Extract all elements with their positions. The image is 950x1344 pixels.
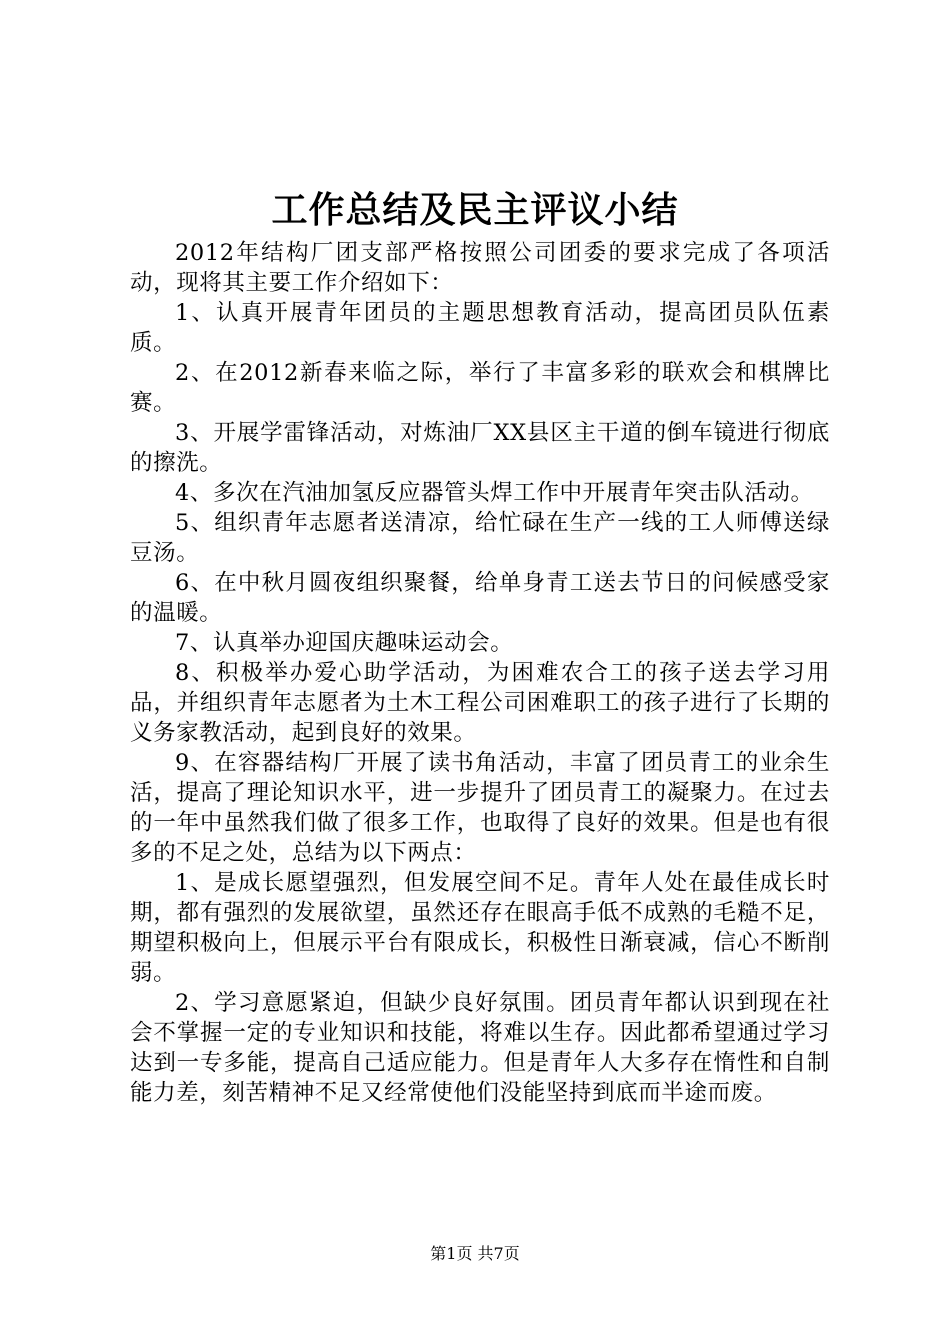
paragraph-item-1: 1、认真开展青年团员的主题思想教育活动，提高团员队伍素质。 <box>130 300 830 356</box>
paragraph-item-4: 4、多次在汽油加氢反应器管头焊工作中开展青年突击队活动。 <box>175 480 814 506</box>
document-title: 工作总结及民主评议小结 <box>271 189 679 231</box>
paragraph-item-7: 7、认真举办迎国庆趣味运动会。 <box>175 630 514 656</box>
paragraph-item-5: 5、组织青年志愿者送清凉，给忙碌在生产一线的工人师傅送绿豆汤。 <box>130 510 830 566</box>
paragraph-intro: 2012年结构厂团支部严格按照公司团委的要求完成了各项活动，现将其主要工作介绍如下： <box>130 240 830 296</box>
paragraph-shortcoming-2: 2、学习意愿紧迫，但缺少良好氛围。团员青年都认识到现在社会不掌握一定的专业知识和技能，将难以生存。因此都希望通过学习达到一专多能，提高自己适应能力。但是青年人大多存在惰性和自制能力差，刻苦精神不足又经常使他们没能坚持到底而半途而废。 <box>130 990 830 1106</box>
paragraph-item-2: 2、在2012新春来临之际，举行了丰富多彩的联欢会和棋牌比赛。 <box>130 360 830 416</box>
paragraph-shortcoming-1: 1、是成长愿望强烈，但发展空间不足。青年人处在最佳成长时期，都有强烈的发展欲望，虽然还存在眼高手低不成熟的毛糙不足，期望积极向上，但展示平台有限成长，积极性日渐衰减，信心不断削弱。 <box>130 870 830 986</box>
paragraph-item-3: 3、开展学雷锋活动，对炼油厂XX县区主干道的倒车镜进行彻底的擦洗。 <box>130 420 830 476</box>
document-body <box>130 238 830 1108</box>
paragraph-item-8: 8、积极举办爱心助学活动，为困难农合工的孩子送去学习用品，并组织青年志愿者为土木工程公司困难职工的孩子进行了长期的义务家教活动，起到良好的效果。 <box>130 660 830 746</box>
paragraph-item-6: 6、在中秋月圆夜组织聚餐，给单身青工送去节日的问候感受家的温暖。 <box>130 570 830 626</box>
paragraph-item-9: 9、在容器结构厂开展了读书角活动，丰富了团员青工的业余生活，提高了理论知识水平，进一步提升了团员青工的凝聚力。在过去的一年中虽然我们做了很多工作，也取得了良好的效果。但是也有很多的不足之处，总结为以下两点： <box>130 750 830 866</box>
page-footer: 第1页 共7页 <box>430 1244 520 1263</box>
